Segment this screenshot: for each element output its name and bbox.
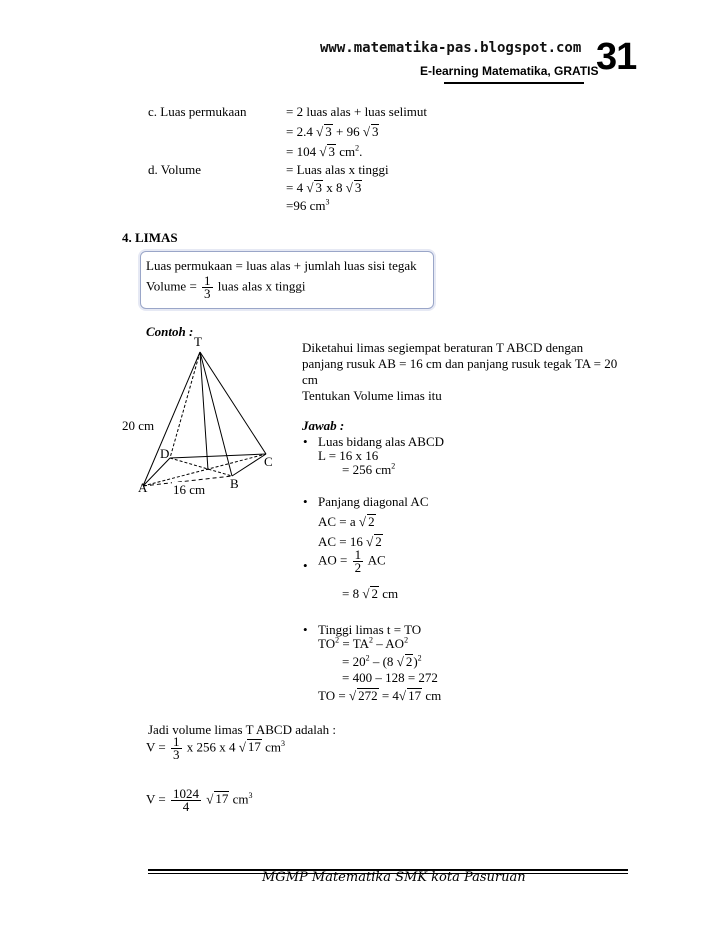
step1-line1: L = 16 x 16 bbox=[318, 448, 379, 463]
height-TO bbox=[200, 352, 208, 470]
expr-part: V = bbox=[146, 791, 166, 807]
expr-part: x 8 bbox=[326, 180, 343, 195]
question-line2: panjang rusuk AB = 16 cm dan panjang rusuk tegak TA = 20 bbox=[302, 356, 618, 371]
item-d-line2: = 4 √ 3 x 8 √ 3 bbox=[286, 180, 362, 195]
vertex-A: A bbox=[138, 480, 148, 495]
step4-line2: = $20^2 - (8$ √ 2)$^2$ bbox=[342, 653, 422, 669]
expr-part: AO = bbox=[318, 552, 348, 568]
item-c-line3: = 104 √ 3 $cm^2$. bbox=[286, 143, 363, 159]
vertex-C: C bbox=[264, 454, 273, 469]
bullet-icon: • bbox=[303, 434, 308, 449]
denominator: 3 bbox=[173, 747, 180, 762]
expr-part: TO = bbox=[318, 688, 346, 703]
expr-part: . bbox=[359, 144, 363, 159]
question-line3: cm bbox=[302, 372, 318, 387]
diagonal-BD bbox=[170, 458, 232, 476]
vertex-B: B bbox=[230, 476, 239, 491]
expr-part: = TA bbox=[339, 636, 369, 651]
item-d-label: d. Volume bbox=[148, 162, 201, 177]
expr-part: – (8 bbox=[369, 654, 394, 669]
superscript: 2 bbox=[404, 635, 409, 645]
expr-part: – AO bbox=[373, 636, 405, 651]
superscript: 2 bbox=[417, 653, 422, 663]
expr-part: = 20 bbox=[342, 654, 366, 669]
example-label: Contoh : bbox=[146, 324, 194, 339]
superscript: 2 bbox=[355, 143, 360, 153]
unit: cm bbox=[425, 688, 442, 703]
radical: 2 bbox=[375, 534, 382, 549]
volume-line1: V = $\frac{1}{3}$ x 256 x 4 √ 17 $cm^3$ bbox=[146, 734, 286, 762]
fraction bbox=[171, 736, 182, 761]
radical: 3 bbox=[371, 124, 379, 139]
superscript: 2 bbox=[365, 653, 370, 663]
radical: 17 bbox=[215, 791, 229, 807]
radical: 3 bbox=[328, 144, 335, 159]
superscript: 2 bbox=[369, 635, 373, 645]
item-c-label: c. Luas permukaan bbox=[148, 104, 247, 119]
edge-TB bbox=[200, 352, 232, 476]
step4-title: Tinggi limas t = TO bbox=[318, 622, 422, 637]
site-url[interactable]: www.matematika-pas.blogspot.com bbox=[320, 40, 582, 56]
item-d-line1: = Luas alas x tinggi bbox=[286, 162, 389, 177]
radical: 3 bbox=[325, 124, 332, 139]
step2-line2: AC = 16 √ 2 bbox=[318, 534, 382, 549]
step2-title: Panjang diagonal AC bbox=[318, 494, 429, 509]
vertex-T: T bbox=[194, 334, 202, 349]
superscript: 3 bbox=[325, 197, 330, 207]
superscript: 3 bbox=[281, 739, 286, 749]
denominator: 4 bbox=[182, 799, 190, 814]
fraction bbox=[353, 549, 364, 574]
expr-part: = 4 bbox=[381, 688, 399, 703]
step1-line2 bbox=[342, 462, 395, 478]
page-number: 31 bbox=[596, 36, 637, 78]
step4-line3: = 400 – 128 = 272 bbox=[342, 670, 438, 685]
expr-part: x 256 x 4 bbox=[186, 739, 236, 755]
conclusion-line: Jadi volume limas T ABCD adalah : bbox=[148, 722, 337, 737]
item-c-line2: = 2.4 √ 3 + 96 √ 3 bbox=[286, 124, 379, 139]
fraction bbox=[171, 788, 201, 813]
expr-part: = 256 cm bbox=[342, 462, 392, 477]
radical: 17 bbox=[408, 688, 422, 703]
radical: 2 bbox=[405, 654, 413, 669]
step3-line2: = 8 √ 2 cm bbox=[342, 586, 399, 601]
numerator: 1 bbox=[204, 273, 211, 288]
expr-part: AC bbox=[367, 552, 386, 568]
item-c-line1: = 2 luas alas + luas selimut bbox=[286, 104, 428, 119]
unit: cm bbox=[339, 144, 356, 159]
volume-line2: V = $\frac{1024}{4}$ √ 17 $cm^3$ bbox=[146, 786, 253, 814]
unit: cm bbox=[232, 791, 249, 807]
denominator: 2 bbox=[354, 560, 362, 575]
side-length-label: 20 cm bbox=[122, 418, 155, 433]
expr-part: = 104 bbox=[286, 144, 317, 159]
step4-line1 bbox=[318, 636, 408, 652]
expr-part: AC = 16 bbox=[318, 534, 363, 549]
radical: 2 bbox=[371, 586, 378, 601]
unit: cm bbox=[265, 739, 282, 755]
expr-part: TO bbox=[318, 636, 336, 651]
numerator: 1 bbox=[354, 547, 362, 562]
radical: 2 bbox=[368, 514, 375, 529]
formula-surface-area: Luas permukaan = luas alas + jumlah luas sisi tegak bbox=[146, 258, 417, 273]
expr-part: + 96 bbox=[335, 124, 360, 139]
header-slogan: E-learning Matematika, GRATIS bbox=[420, 64, 599, 78]
expr-part: AC = a bbox=[318, 514, 356, 529]
edge-TD bbox=[170, 352, 200, 458]
denominator: 3 bbox=[204, 286, 211, 301]
edge-BC bbox=[232, 454, 266, 476]
superscript: 3 bbox=[248, 791, 253, 801]
numerator: 1024 bbox=[173, 786, 199, 801]
expr-part: ) bbox=[413, 654, 418, 669]
radical: 3 bbox=[315, 180, 322, 195]
unit: cm bbox=[382, 586, 399, 601]
expr-part: Volume = bbox=[146, 278, 197, 294]
numerator: 1 bbox=[173, 734, 180, 749]
step4-line4: TO = √ 272 = 4√ 17 cm bbox=[318, 688, 442, 703]
base-length-label: 16 cm bbox=[173, 482, 206, 497]
footer-text: MGMP Matematika SMK kota Pasuruan bbox=[262, 870, 526, 885]
radical: 272 bbox=[358, 688, 378, 703]
expr-part: = 8 bbox=[342, 586, 360, 601]
radical: 17 bbox=[247, 739, 261, 755]
bullet-icon: • bbox=[303, 558, 308, 573]
question-line1: Diketahui limas segiempat beraturan T ABCD dengan bbox=[302, 340, 584, 355]
superscript: 2 bbox=[335, 635, 340, 645]
bullet-icon: • bbox=[303, 622, 308, 637]
step3-line1 bbox=[318, 549, 386, 574]
expr-part: = 2.4 bbox=[286, 124, 313, 139]
expr-part: luas alas x tinggi bbox=[217, 278, 306, 294]
radical: 3 bbox=[354, 180, 362, 195]
step1-title: Luas bidang alas ABCD bbox=[318, 434, 445, 449]
expr-part: =96 cm bbox=[286, 198, 326, 213]
question-line4: Tentukan Volume limas itu bbox=[302, 388, 442, 403]
vertex-D: D bbox=[160, 446, 170, 461]
bullet-icon: • bbox=[303, 494, 308, 509]
expr-part: V = bbox=[146, 739, 166, 755]
answer-label: Jawab : bbox=[302, 418, 345, 433]
superscript: 2 bbox=[391, 461, 396, 471]
step2-line1: AC = a √ 2 bbox=[318, 514, 375, 529]
expr-part: = 4 bbox=[286, 180, 304, 195]
edge-TC bbox=[200, 352, 266, 454]
section-title: 4. LIMAS bbox=[122, 230, 178, 245]
